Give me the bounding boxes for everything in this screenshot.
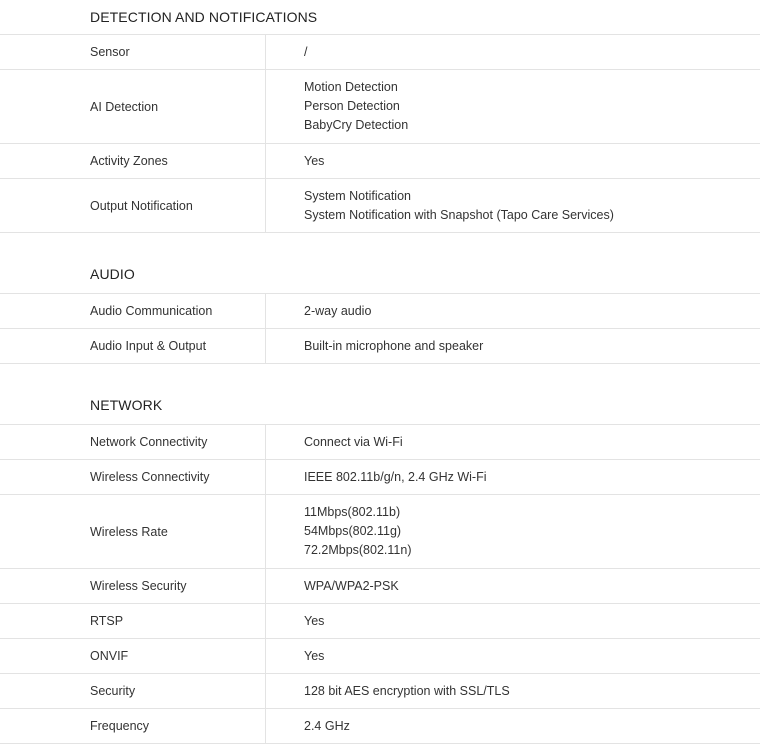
row-value: [266, 460, 760, 494]
table-row: [0, 70, 760, 144]
table-row: [0, 709, 760, 744]
row-value: [266, 70, 760, 143]
row-value: [266, 604, 760, 638]
row-value-line: Person Detection: [304, 99, 400, 113]
row-value-line: 128 bit AES encryption with SSL/TLS: [304, 683, 510, 698]
spec-table-detection: [0, 34, 760, 233]
row-value: [266, 674, 760, 708]
row-label: Activity Zones: [0, 144, 266, 178]
row-value-line: Connect via Wi-Fi: [304, 434, 403, 449]
row-value: [266, 179, 760, 232]
row-value: [266, 569, 760, 603]
row-value-line: IEEE 802.11b/g/n, 2.4 GHz Wi-Fi: [304, 469, 487, 484]
row-value-line: Yes: [304, 613, 325, 628]
table-row: [0, 639, 760, 674]
row-value-line: WPA/WPA2-PSK: [304, 578, 399, 593]
row-value-line: System Notification: [304, 188, 411, 203]
row-label: Wireless Connectivity: [0, 460, 266, 494]
table-row: [0, 674, 760, 709]
table-row: [0, 35, 760, 70]
row-value-line: 54Mbps(802.11g): [304, 524, 402, 538]
row-label: Security: [0, 674, 266, 708]
row-label: Wireless Rate: [0, 495, 266, 568]
row-value-line: Yes: [304, 648, 325, 663]
row-label: Audio Input & Output: [0, 329, 266, 363]
row-label: Audio Communication: [0, 294, 266, 328]
row-value-line: Built-in microphone and speaker: [304, 338, 484, 353]
row-value-line: Yes: [304, 153, 325, 168]
row-value: [266, 495, 760, 568]
row-value: [266, 35, 760, 69]
table-row: [0, 495, 760, 569]
section-title-network: NETWORK: [90, 397, 163, 413]
section-title-audio: AUDIO: [90, 266, 135, 282]
row-value-line: BabyCry Detection: [304, 118, 409, 132]
table-row: [0, 569, 760, 604]
section-title-detection: DETECTION AND NOTIFICATIONS: [90, 9, 318, 25]
row-value-line: 2-way audio: [304, 303, 372, 318]
row-value-line: 2.4 GHz: [304, 718, 350, 733]
table-row: [0, 425, 760, 460]
table-row: [0, 179, 760, 233]
row-value: [266, 639, 760, 673]
row-label: Network Connectivity: [0, 425, 266, 459]
row-label: AI Detection: [0, 70, 266, 143]
spec-table-audio: [0, 293, 760, 364]
row-value-line: Motion Detection: [304, 80, 398, 94]
row-value: [266, 329, 760, 363]
row-label: Frequency: [0, 709, 266, 743]
row-label: RTSP: [0, 604, 266, 638]
row-label: Wireless Security: [0, 569, 266, 603]
row-value-line: System Notification with Snapshot (Tapo Care Services): [304, 207, 614, 222]
table-row: [0, 329, 760, 364]
row-label: Output Notification: [0, 179, 266, 232]
row-label: Sensor: [0, 35, 266, 69]
table-row: [0, 294, 760, 329]
row-value-line: 11Mbps(802.11b): [304, 505, 401, 519]
row-value-line: 72.2Mbps(802.11n): [304, 543, 412, 557]
row-value: [266, 144, 760, 178]
table-row: [0, 460, 760, 495]
row-value: [266, 709, 760, 743]
row-label: ONVIF: [0, 639, 266, 673]
row-value: [266, 425, 760, 459]
row-value: [266, 294, 760, 328]
table-row: [0, 144, 760, 179]
spec-table-network: [0, 424, 760, 744]
row-value-line: /: [304, 44, 308, 59]
table-row: [0, 604, 760, 639]
